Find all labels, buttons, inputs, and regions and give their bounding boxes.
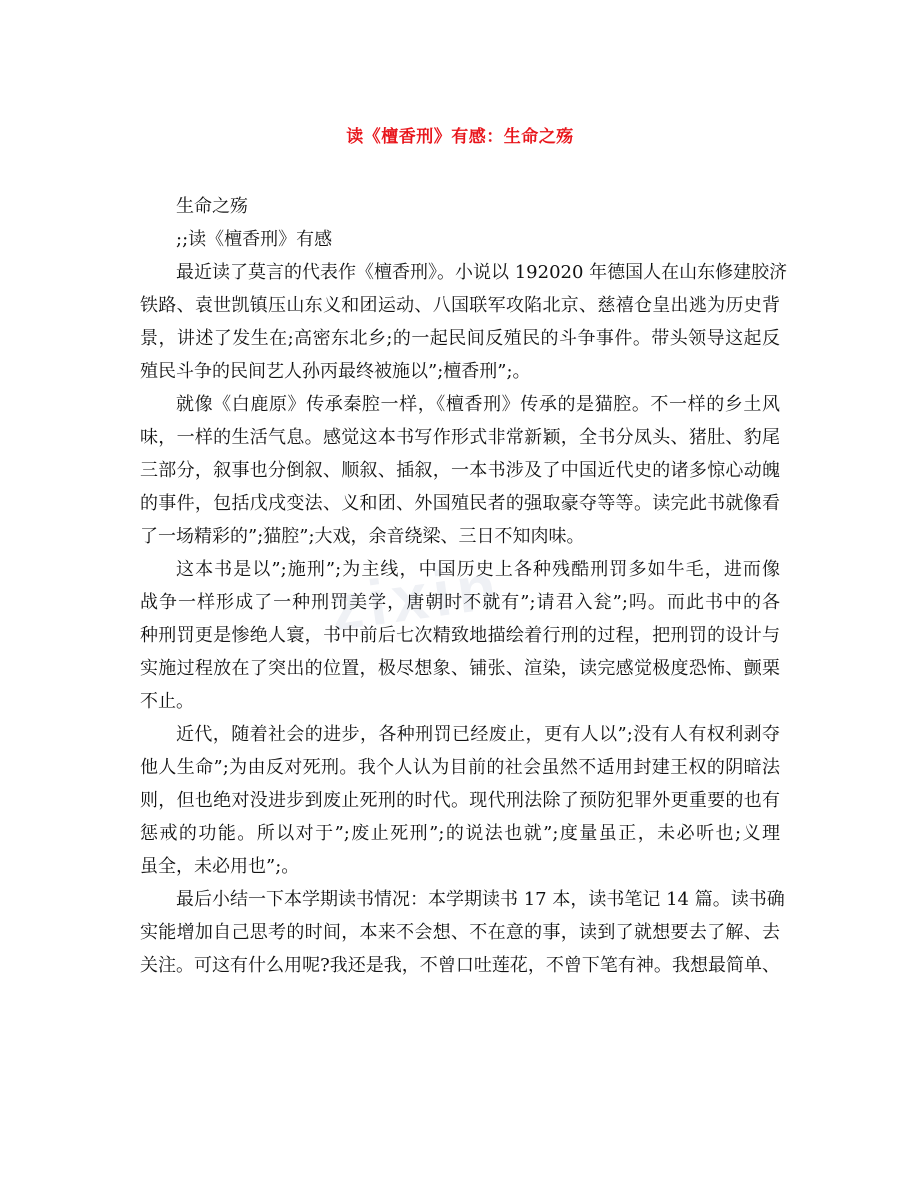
text-line: 就像《白鹿原》传承秦腔一样，《檀香刑》传承的是猫腔。不一样的乡土风 <box>176 394 780 415</box>
text-line: 这本书是以”;施刑”;为主线，中国历史上各种残酷刑罚多如牛毛，进而像 <box>176 559 780 580</box>
text-line: 虽全，未必用也”;。 <box>140 856 300 877</box>
text-line: 了一场精彩的”;猫腔”;大戏，余音绕梁、三日不知肉味。 <box>140 526 585 547</box>
text-line: 殖民斗争的民间艺人孙丙最终被施以”;檀香刑”;。 <box>140 361 531 382</box>
text-line: 景，讲述了发生在;高密东北乡;的一起民间反殖民的斗争事件。带头领导这起反 <box>140 328 780 349</box>
text-line: ;;读《檀香刑》有感 <box>176 229 333 250</box>
text-line: 的事件，包括戊戌变法、义和团、外国殖民者的强取豪夺等等。读完此书就像看 <box>140 493 780 514</box>
text-line: 他人生命”;为由反对死刑。我个人认为目前的社会虽然不适用封建王权的阴暗法 <box>140 757 780 778</box>
text-line: 最后小结一下本学期读书情况：本学期读书 17 本，读书笔记 14 篇。读书确 <box>176 889 785 910</box>
text-line: 实施过程放在了突出的位置，极尽想象、铺张、渲染，读完感觉极度恐怖、颤栗 <box>140 658 780 679</box>
text-line: 三部分，叙事也分倒叙、顺叙、插叙，一本书涉及了中国近代史的诸多惊心动魄 <box>140 460 780 481</box>
text-line: 味，一样的生活气息。感觉这本书写作形式非常新颖，全书分凤头、猪肚、豹尾 <box>140 427 780 448</box>
text-line: 不止。 <box>140 691 194 712</box>
text-line: 近代，随着社会的进步，各种刑罚已经废止，更有人以”;没有人有权利剥夺 <box>176 724 780 745</box>
document-title: 读《檀香刑》有感：生命之殇 <box>346 127 574 147</box>
watermark: zixin <box>325 549 507 645</box>
text-line: 最近读了莫言的代表作《檀香刑》。小说以 192020 年德国人在山东修建胶济 <box>176 262 788 283</box>
text-line: 关注。可这有什么用呢?我还是我，不曾口吐莲花，不曾下笔有神。我想最简单、 <box>140 955 780 976</box>
text-line: 实能增加自己思考的时间，本来不会想、不在意的事，读到了就想要去了解、去 <box>140 922 780 943</box>
text-line: 生命之殇 <box>176 196 248 217</box>
text-line: 战争一样形成了一种刑罚美学，唐朝时不就有”;请君入瓮”;吗。而此书中的各 <box>140 592 780 613</box>
text-line: 铁路、袁世凯镇压山东义和团运动、八国联军攻陷北京、慈禧仓皇出逃为历史背 <box>140 295 780 316</box>
document-body <box>140 190 788 982</box>
text-line: 惩戒的功能。所以对于”;废止死刑”;的说法也就”;度量虽正，未必听也;义理 <box>140 823 780 844</box>
text-line: 种刑罚更是惨绝人寰，书中前后七次精致地描绘着行刑的过程，把刑罚的设计与 <box>140 625 780 646</box>
text-line: 则，但也绝对没进步到废止死刑的时代。现代刑法除了预防犯罪外更重要的也有 <box>140 790 780 811</box>
